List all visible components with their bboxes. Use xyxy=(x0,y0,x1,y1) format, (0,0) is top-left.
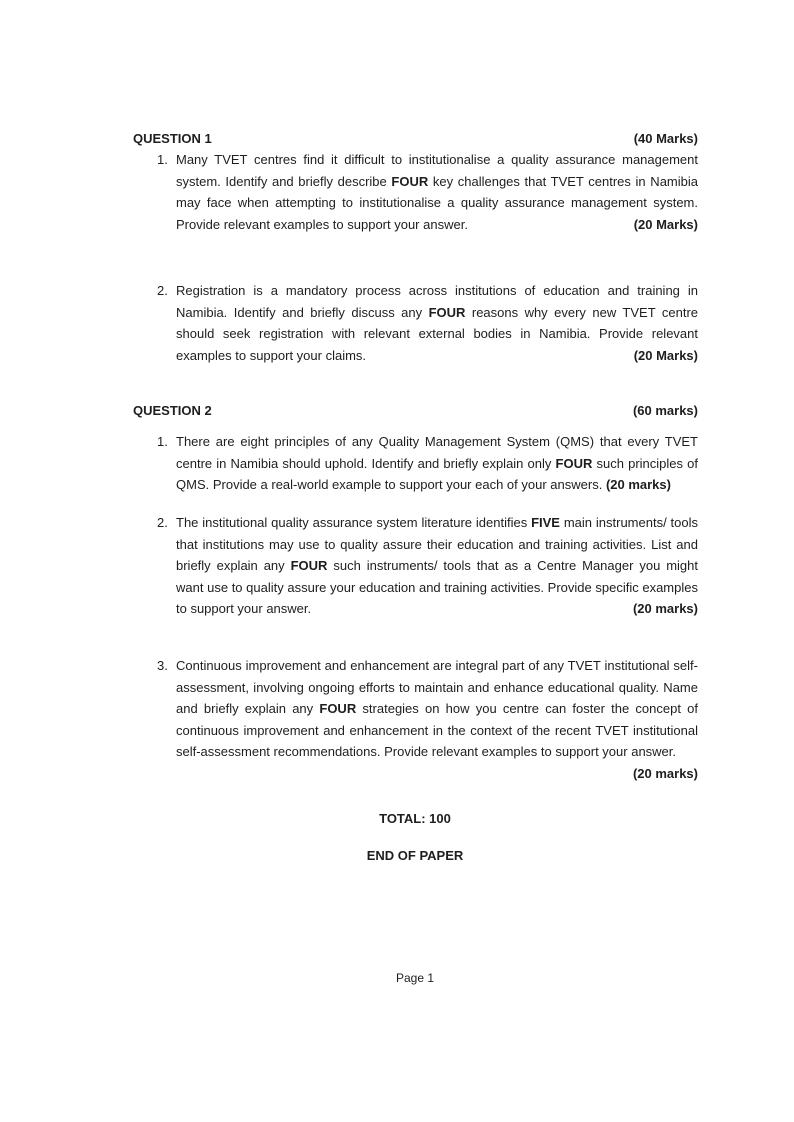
item-number: 2. xyxy=(157,515,168,530)
question-1-1 xyxy=(157,149,698,235)
item-text: Registration is a mandatory process across institutions of education and training in Namibia. Identify and briefly discuss any xyxy=(176,283,698,320)
item-text: such principles of QMS. Provide a real-world example to support your each of your answers. xyxy=(176,455,698,493)
emphasis: FOUR xyxy=(555,455,593,471)
emphasis: FOUR xyxy=(319,701,357,717)
question-1-title: QUESTION 1 xyxy=(133,131,212,146)
item-text: The institutional quality assurance system literature identifies xyxy=(176,515,532,530)
end-of-paper: END OF PAPER xyxy=(366,848,464,863)
question-2-marks: (60 marks) xyxy=(632,403,698,418)
question-2-2 xyxy=(157,512,698,620)
page-number: Page 1 xyxy=(395,971,435,985)
item-number: 2. xyxy=(157,283,168,298)
item-marks: (20 marks) xyxy=(632,765,698,781)
emphasis: FOUR xyxy=(290,558,328,574)
total: TOTAL: 100 xyxy=(379,811,451,826)
question-2-1 xyxy=(157,431,698,496)
item-text: Continuous improvement and enhancement are integral part of any TVET institutional self-assessment, involving ongoing efforts to maintain and enhance educational quality. Name and briefly explain any xyxy=(176,658,698,717)
item-marks: (20 Marks) xyxy=(633,347,698,363)
emphasis: FOUR xyxy=(391,173,429,189)
item-marks: (20 marks) xyxy=(632,601,698,617)
item-marks: (20 Marks) xyxy=(633,216,698,232)
question-1-marks: (40 Marks) xyxy=(633,131,698,146)
item-marks: (20 marks) xyxy=(605,477,671,493)
item-number: 1. xyxy=(157,434,168,449)
question-2-header xyxy=(133,403,698,418)
item-number: 1. xyxy=(157,152,168,167)
question-1-2 xyxy=(157,280,698,366)
emphasis: FOUR xyxy=(428,304,466,320)
item-text: reasons why every new TVET centre should seek registration with relevant external bodies in Namibia. Provide relevant examples to support your claims. xyxy=(176,304,698,363)
question-2-title: QUESTION 2 xyxy=(133,403,212,418)
item-text: Many TVET centres find it difficult to institutionalise a quality assurance management system. Identify and briefly describe xyxy=(176,152,698,189)
item-text: strategies on how you centre can foster the concept of continuous improvement and enhancement in the context of the recent TVET institutional self-assessment recommendations. Provide relevant examples to support your answer. xyxy=(176,701,698,760)
emphasis: FIVE xyxy=(531,515,560,530)
item-number: 3. xyxy=(157,658,168,673)
item-text: There are eight principles of any Quality Management System (QMS) that every TVET centre in Namibia should uphold. Identify and briefly explain only xyxy=(176,434,698,471)
item-text: main instruments/ tools that institutions may use to quality assure their education and training activities. List and briefly explain any xyxy=(176,515,698,574)
item-text: key challenges that TVET centres in Namibia may face when attempting to institutionalise a quality assurance management system. Provide relevant examples to support your answer. xyxy=(176,173,698,232)
question-2-3 xyxy=(157,655,698,785)
item-text: such instruments/ tools that as a Centre Manager you might want use to quality assure your education and training activities. Provide specific examples to support your answer. xyxy=(176,558,698,617)
question-1-header xyxy=(133,131,698,146)
